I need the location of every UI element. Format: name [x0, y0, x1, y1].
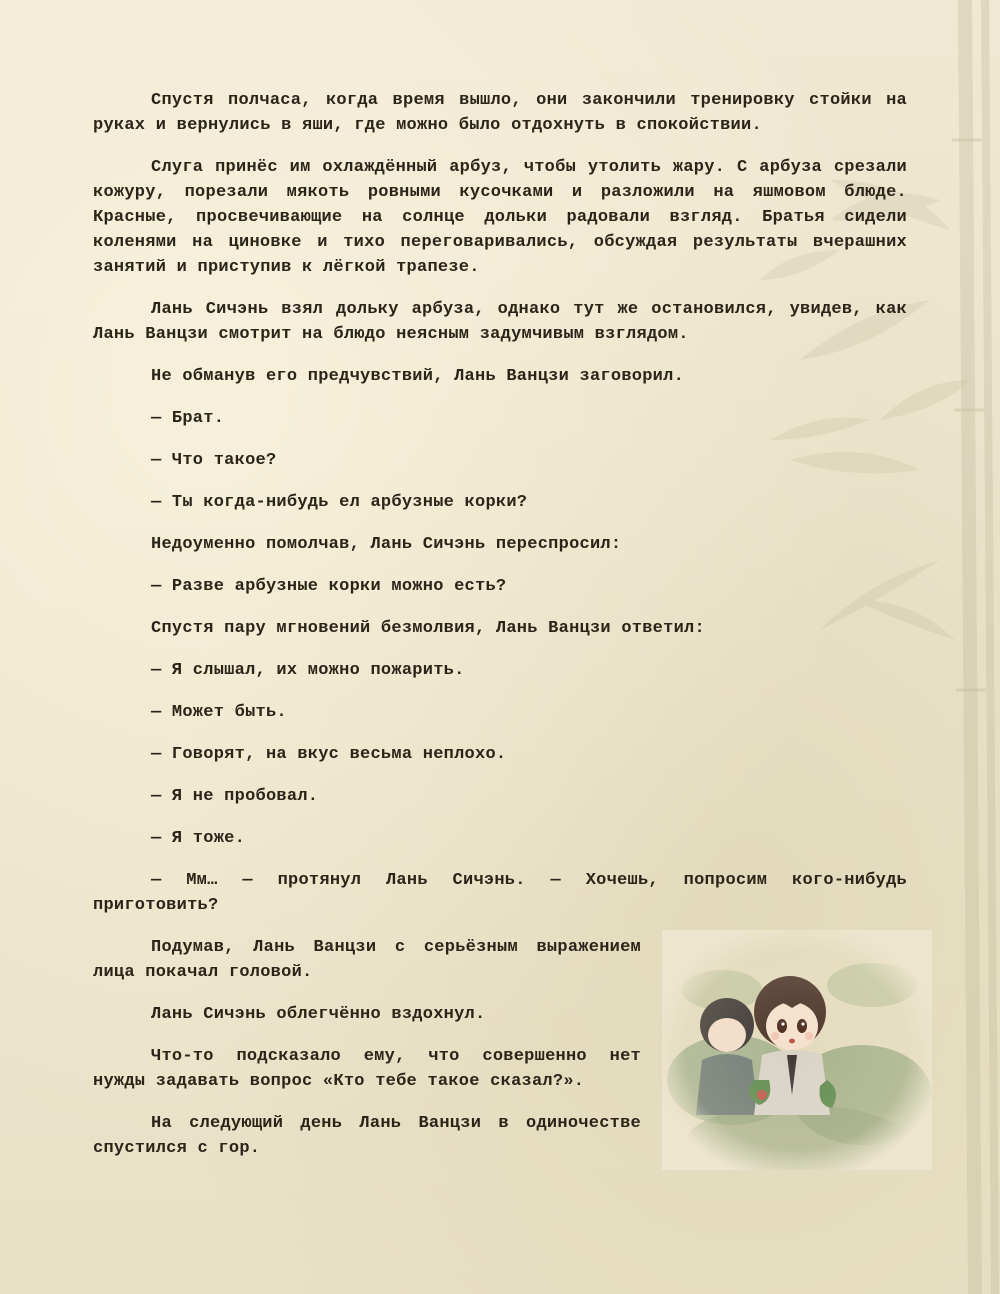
dialogue-line: — Ты когда-нибудь ел арбузные корки? — [151, 493, 528, 512]
dialogue-line: — Что такое? — [151, 451, 277, 470]
paragraph: Что-то подсказало ему, что совершенно нет нужды задавать вопрос «Кто тебе такое сказал?». — [93, 1047, 641, 1091]
paragraph: Лань Сичэнь облегчённо вздохнул. — [151, 1005, 486, 1024]
dialogue-line: — Я тоже. — [151, 829, 246, 848]
paragraph: Спустя полчаса, когда время вышло, они закончили тренировку стойки на руках и вернулись в яши, где можно было отдохнуть в спокойствии. — [93, 91, 907, 135]
dialogue-line: — Я слышал, их можно пожарить. — [151, 661, 465, 680]
paragraph: Не обманув его предчувствий, Лань Ванцзи заговорил. — [151, 367, 685, 386]
paragraph: Лань Сичэнь взял дольку арбуза, однако тут же остановился, увидев, как Лань Ванцзи смотрит на блюдо неясным задумчивым взглядом. — [93, 300, 907, 344]
chibi-characters-illustration — [662, 930, 932, 1170]
paragraph: Недоуменно помолчав, Лань Сичэнь переспросил: — [151, 535, 622, 554]
dialogue-line: — Может быть. — [151, 703, 287, 722]
dialogue-line: — Мм… — протянул Лань Сичэнь. — Хочешь, попросим кого-нибудь приготовить? — [93, 871, 907, 915]
dialogue-line: — Брат. — [151, 409, 225, 428]
dialogue-line: — Говорят, на вкус весьма неплохо. — [151, 745, 507, 764]
dialogue-line: — Разве арбузные корки можно есть? — [151, 577, 507, 596]
paragraph: Спустя пару мгновений безмолвия, Лань Ванцзи ответил: — [151, 619, 705, 638]
dialogue-line: — Я не пробовал. — [151, 787, 319, 806]
paragraph: Подумав, Лань Ванцзи с серьёзным выражением лица покачал головой. — [93, 938, 641, 982]
paragraph: Слуга принёс им охлаждённый арбуз, чтобы утолить жару. С арбуза срезали кожуру, порезали мякоть ровными кусочками и разложили на яшмовом блюде. Красные, просвечивающие на солнце дольки радовали взгляд. Братья сидели коленями на циновке и тихо переговаривались, обсуждая результаты вчерашних занятий и приступив к лёгкой трапезе. — [93, 158, 907, 277]
paragraph: На следующий день Лань Ванцзи в одиночестве спустился с гор. — [93, 1114, 641, 1158]
